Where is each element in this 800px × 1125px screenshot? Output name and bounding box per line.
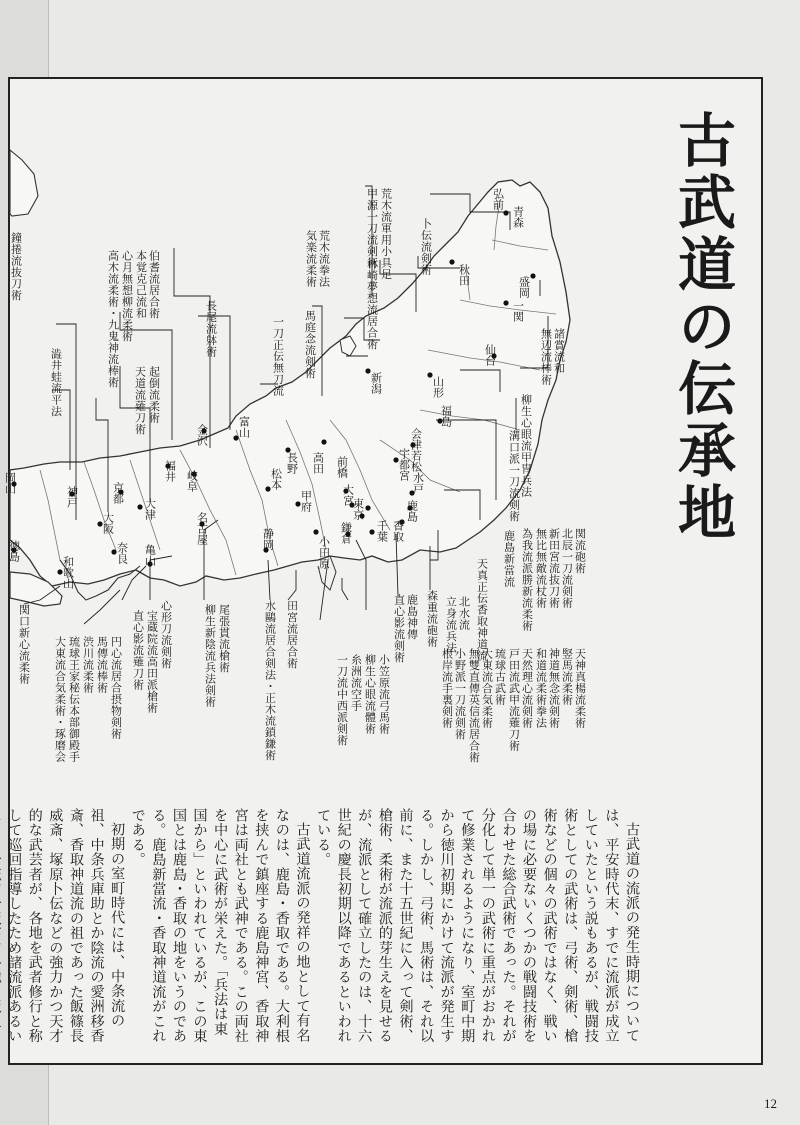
school-label: 根岸流手裏剣術 <box>440 648 454 729</box>
school-label: 柳生新陰流兵法剣術 <box>203 604 217 708</box>
school-label: 柳生心眼流甲冑兵法 <box>519 394 533 498</box>
school-label: 心形刀流剣術 <box>159 600 173 669</box>
school-label: 関口新心流柔術 <box>17 604 31 685</box>
school-label: 伯耆流居合術 <box>147 250 161 319</box>
city-label-katori: 香取 <box>391 520 405 542</box>
city-label-matsumoto: 松本 <box>269 468 283 490</box>
school-label: 天然理心流剣術 <box>520 648 534 729</box>
school-label: 戸田流武甲流薙刀術 <box>507 648 521 752</box>
city-label-fukui: 福井 <box>163 460 177 482</box>
city-label-utsunomiya: 宇都宮 <box>397 448 411 481</box>
page-title: 古武道の伝承地 <box>668 110 736 544</box>
school-label: 北水流 <box>457 596 471 631</box>
city-label-otsu: 大津 <box>143 498 157 520</box>
city-label-shizuoka: 静岡 <box>261 528 275 550</box>
school-label: 荒木流軍用小具足 <box>379 188 393 280</box>
school-label: 無辺流棒術 <box>539 328 553 386</box>
school-label: 卜伝流剣術 <box>419 218 433 276</box>
school-label: 尾張貫流槍術 <box>217 604 231 673</box>
school-label: 琉球古武術 <box>493 648 507 706</box>
school-label: 天神真楊流柔術 <box>573 648 587 729</box>
school-label: 竪馬流柔術 <box>560 648 574 706</box>
school-label: 小野派一刀流剣術 <box>453 648 467 740</box>
city-label-ichinoseki: 一関 <box>511 300 525 322</box>
school-label: 和道流柔術拳法 <box>534 648 548 729</box>
city-label-gifu: 岐阜 <box>185 470 199 492</box>
city-label-kanazawa: 金沢 <box>195 424 209 446</box>
school-label: 大東流合気柔術 <box>480 648 494 729</box>
city-label-aomori: 青森 <box>511 206 525 228</box>
city-label-mito: 水戸 <box>411 472 425 494</box>
school-label: 円心流居合摂物剣術 <box>109 636 123 740</box>
school-label: 気楽流柔術 <box>304 230 318 288</box>
city-label-takada: 高田 <box>311 452 325 474</box>
city-label-kamakura: 鎌倉 <box>339 522 353 544</box>
city-label-morioka: 盛岡 <box>517 276 531 298</box>
city-label-tokyo: 東京 <box>351 498 365 520</box>
school-label: 柳生心眼流體術 <box>363 654 377 735</box>
school-label: 無雙直傳英信流居合術 <box>467 648 481 763</box>
city-label-sendai: 仙台 <box>483 344 497 366</box>
school-label: 鹿島神傳 <box>405 594 419 640</box>
city-label-kyoto: 京都 <box>111 482 125 504</box>
school-label: 高木流柔術・九鬼神流棒術 <box>106 250 120 388</box>
city-label-okayama: 岡山 <box>3 472 17 494</box>
school-label: 関流砲術 <box>573 528 587 574</box>
school-label: 心月無想柳流柔術 <box>120 250 134 342</box>
school-label: 一刀正伝無刀流 <box>271 316 285 397</box>
school-label: 諸賞流和 <box>552 328 566 374</box>
school-label: 北辰一刀流剣術 <box>560 528 574 609</box>
school-label: 宝蔵院流高田派槍術 <box>145 610 159 714</box>
school-label: 本覚克己流和 <box>134 250 148 319</box>
body-paragraph: 古武道流派の発祥の地として有名なのは、鹿島・香取である。大利根を挟んで鎮座する鹿島神宮、香取神宮は両社とも武神である。この両社を中心に武術が栄えた。「兵法は東国から」といわれているが、この東国とは鹿島・香取の地をいうのである。鹿島新當流・香取神道流がこれである。 <box>129 808 311 1044</box>
school-label: 鐘捲流抜刀術 <box>9 232 23 301</box>
city-label-hirosaki: 弘前 <box>491 188 505 210</box>
honshu-outline <box>7 180 570 586</box>
city-label-kobe: 神戸 <box>65 486 79 508</box>
school-label: 大東流合気柔術・琢磨会 <box>53 636 67 763</box>
school-label: 糸洲流空手 <box>349 654 363 712</box>
school-label: 無比無敵流杖術 <box>534 528 548 609</box>
school-label: 鹿島新當流 <box>502 530 516 588</box>
school-label: 水鷗流居合剣法・正木流鎖鎌術 <box>263 600 277 761</box>
school-label: 直心影流剣術 <box>392 594 406 663</box>
city-label-toyama: 富山 <box>237 416 251 438</box>
school-label: 溝口派一刀流剣術 <box>507 430 521 522</box>
school-label: 森重流砲術 <box>425 590 439 648</box>
school-label: 起倒流柔術 <box>147 366 161 424</box>
school-label: 立身流兵法 <box>444 596 458 654</box>
school-label: 一刀流中西派剣術 <box>335 654 349 746</box>
hokkaido-tip <box>10 150 38 216</box>
school-label: 天道流薙刀術 <box>133 366 147 435</box>
school-label: 天真正伝香取神道流 <box>475 558 489 662</box>
school-label: 馬傳流棒術 <box>95 636 109 694</box>
city-label-niigata: 新潟 <box>369 372 383 394</box>
school-label: 為我流派勝新流柔術 <box>520 528 534 632</box>
school-label: 甲源一刀流剣術 <box>365 188 379 269</box>
school-label: 田宮流居合術 <box>285 600 299 669</box>
school-label: 琉球王家秘伝本部御殿手 <box>67 636 81 763</box>
city-label-osaka: 大阪 <box>101 512 115 534</box>
city-label-nara: 奈良 <box>115 542 129 564</box>
city-label-tokushima: 徳島 <box>7 540 21 562</box>
city-label-yamagata: 山形 <box>431 376 445 398</box>
city-label-aizu: 会津若松 <box>409 428 423 472</box>
school-label: 林崎夢想流居合術 <box>365 258 379 350</box>
city-label-kameyama: 亀山 <box>143 544 157 566</box>
city-label-wakayama: 和歌山 <box>61 556 75 589</box>
city-label-fukushima: 福島 <box>439 405 453 427</box>
city-label-akita: 秋田 <box>457 264 471 286</box>
city-label-maebashi: 前橋 <box>335 456 349 478</box>
school-label: 長尾流躰術 <box>204 300 218 358</box>
school-label: 神道無念流剣術 <box>547 648 561 729</box>
school-label: 小笠原流弓馬術 <box>377 654 391 735</box>
city-label-nagoya: 名古屋 <box>195 512 209 545</box>
city-label-chiba: 千葉 <box>375 520 389 542</box>
city-label-omiya: 大宮 <box>341 484 355 506</box>
page-number: 12 <box>764 1096 777 1111</box>
city-label-nagano: 長野 <box>285 452 299 474</box>
school-label: 馬庭念流剣術 <box>303 310 317 379</box>
school-label: 渋川流柔術 <box>81 636 95 694</box>
city-label-odawara: 小田原 <box>317 536 331 569</box>
city-label-kofu: 甲府 <box>299 490 313 512</box>
city-label-kashima: 鹿島 <box>405 500 419 522</box>
body-paragraph: 初期の室町時代には、中条流の祖、中条兵庫助とか陰流の愛洲移香斎、香取神道流の祖であった飯篠長威斎、塚原卜伝などの強力かつ天才的な武芸者が、各地を武者修行と称して巡回指導したため諸流派あるい <box>6 808 126 1044</box>
body-paragraph: 古武道の流派の発生時期については、平安時代末、すでに流派が成立していたという説もあるが、戦闘技術としての武術は、弓術、剣術、槍術などの個々の武術ではなく、戦いの場に必要ないくつかの戦闘技術を合わせた総合武術であった。それが分化して単一の武術に重点がおかれて修業されるようになり、室町中期から徳川初期にかけて流派が発生する。しかし、弓術、馬術は、それ以前に、また十五世紀に入って剣術、槍術、柔術が流派的芽生えを見せるが、流派として確立したのは、十六世紀の慶長初期以降であるといわれている。 <box>315 808 640 1044</box>
school-label: 荒木流拳法 <box>317 230 331 288</box>
school-label: 直心影流薙刀術 <box>131 610 145 691</box>
school-label: 新田宮流抜刀術 <box>547 528 561 609</box>
school-label: 澁井蛙流平法 <box>49 348 63 417</box>
body-text <box>6 808 642 1048</box>
